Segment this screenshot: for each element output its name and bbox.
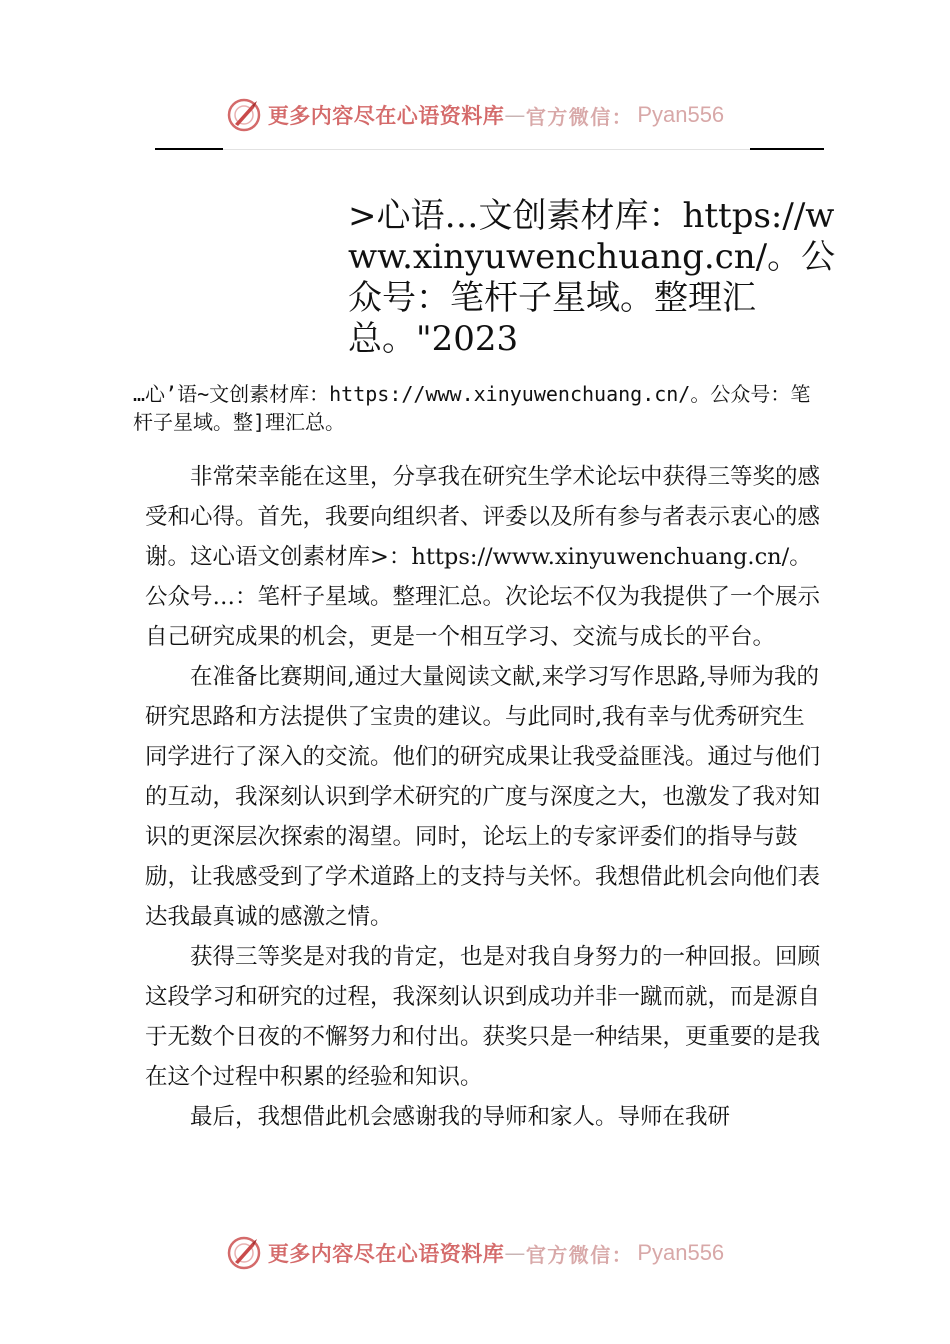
header-banner bbox=[0, 95, 950, 135]
banner-dash: — bbox=[504, 1241, 526, 1265]
header-rule-right bbox=[750, 148, 824, 150]
banner-wechat-label: 官方微信： bbox=[525, 104, 634, 129]
banner-wechat-id: Pyan556 bbox=[637, 102, 725, 127]
footer-banner bbox=[0, 1233, 950, 1273]
banner-dash: — bbox=[504, 103, 526, 127]
quill-logo-icon bbox=[226, 97, 262, 133]
banner-main-text: 更多内容尽在心语资料库 bbox=[267, 1242, 505, 1266]
header-rule-center bbox=[223, 149, 750, 150]
banner-main-text: 更多内容尽在心语资料库 bbox=[267, 104, 505, 128]
document-subline: …心’语~文创素材库：https://www.xinyuwenchuang.cn/。公众号：笔杆子星域。整]理汇总。 bbox=[133, 382, 811, 434]
quill-logo-icon bbox=[226, 1235, 262, 1271]
document-body bbox=[145, 457, 820, 1137]
body-paragraph: 在准备比赛期间,通过大量阅读文献,来学习写作思路,导师为我的研究思路和方法提供了宝贵的建议。与此同时,我有幸与优秀研究生同学进行了深入的交流。他们的研究成果让我受益匪浅。通过与他们的互动，我深刻认识到学术研究的广度与深度之大，也激发了我对知识的更深层次探索的渴望。同时，论坛上的专家评委们的指导与鼓励，让我感受到了学术道路上的支持与关怀。我想借此机会向他们表达我最真诚的感激之情。 bbox=[145, 664, 821, 930]
banner-wechat-id: Pyan556 bbox=[637, 1240, 725, 1265]
body-paragraph: 获得三等奖是对我的肯定，也是对我自身努力的一种回报。回顾这段学习和研究的过程，我深刻认识到成功并非一蹴而就，而是源自于无数个日夜的不懈努力和付出。获奖只是一种结果，更重要的是我在这个过程中积累的经验和知识。 bbox=[145, 944, 821, 1090]
banner-wechat-label: 官方微信： bbox=[525, 1242, 634, 1267]
document-headline: >心语…文创素材库：https://www.xinyuwenchuang.cn/。公众号：笔杆子星域。整理汇总。"2023 bbox=[348, 196, 836, 359]
body-paragraph: 最后，我想借此机会感谢我的导师和家人。导师在我研 bbox=[190, 1104, 731, 1130]
header-rule-left bbox=[155, 148, 223, 150]
header-banner-content bbox=[226, 97, 724, 133]
footer-banner-content bbox=[226, 1235, 724, 1271]
body-paragraph: 非常荣幸能在这里，分享我在研究生学术论坛中获得三等奖的感受和心得。首先，我要向组织者、评委以及所有参与者表示衷心的感谢。这心语文创素材库>：https://www.xinyuwenchuang.cn/。公众号…：笔杆子星域。整理汇总。次论坛不仅为我提供了一个展示自己研究成果的机会，更是一个相互学习、交流与成长的平台。 bbox=[145, 464, 821, 650]
